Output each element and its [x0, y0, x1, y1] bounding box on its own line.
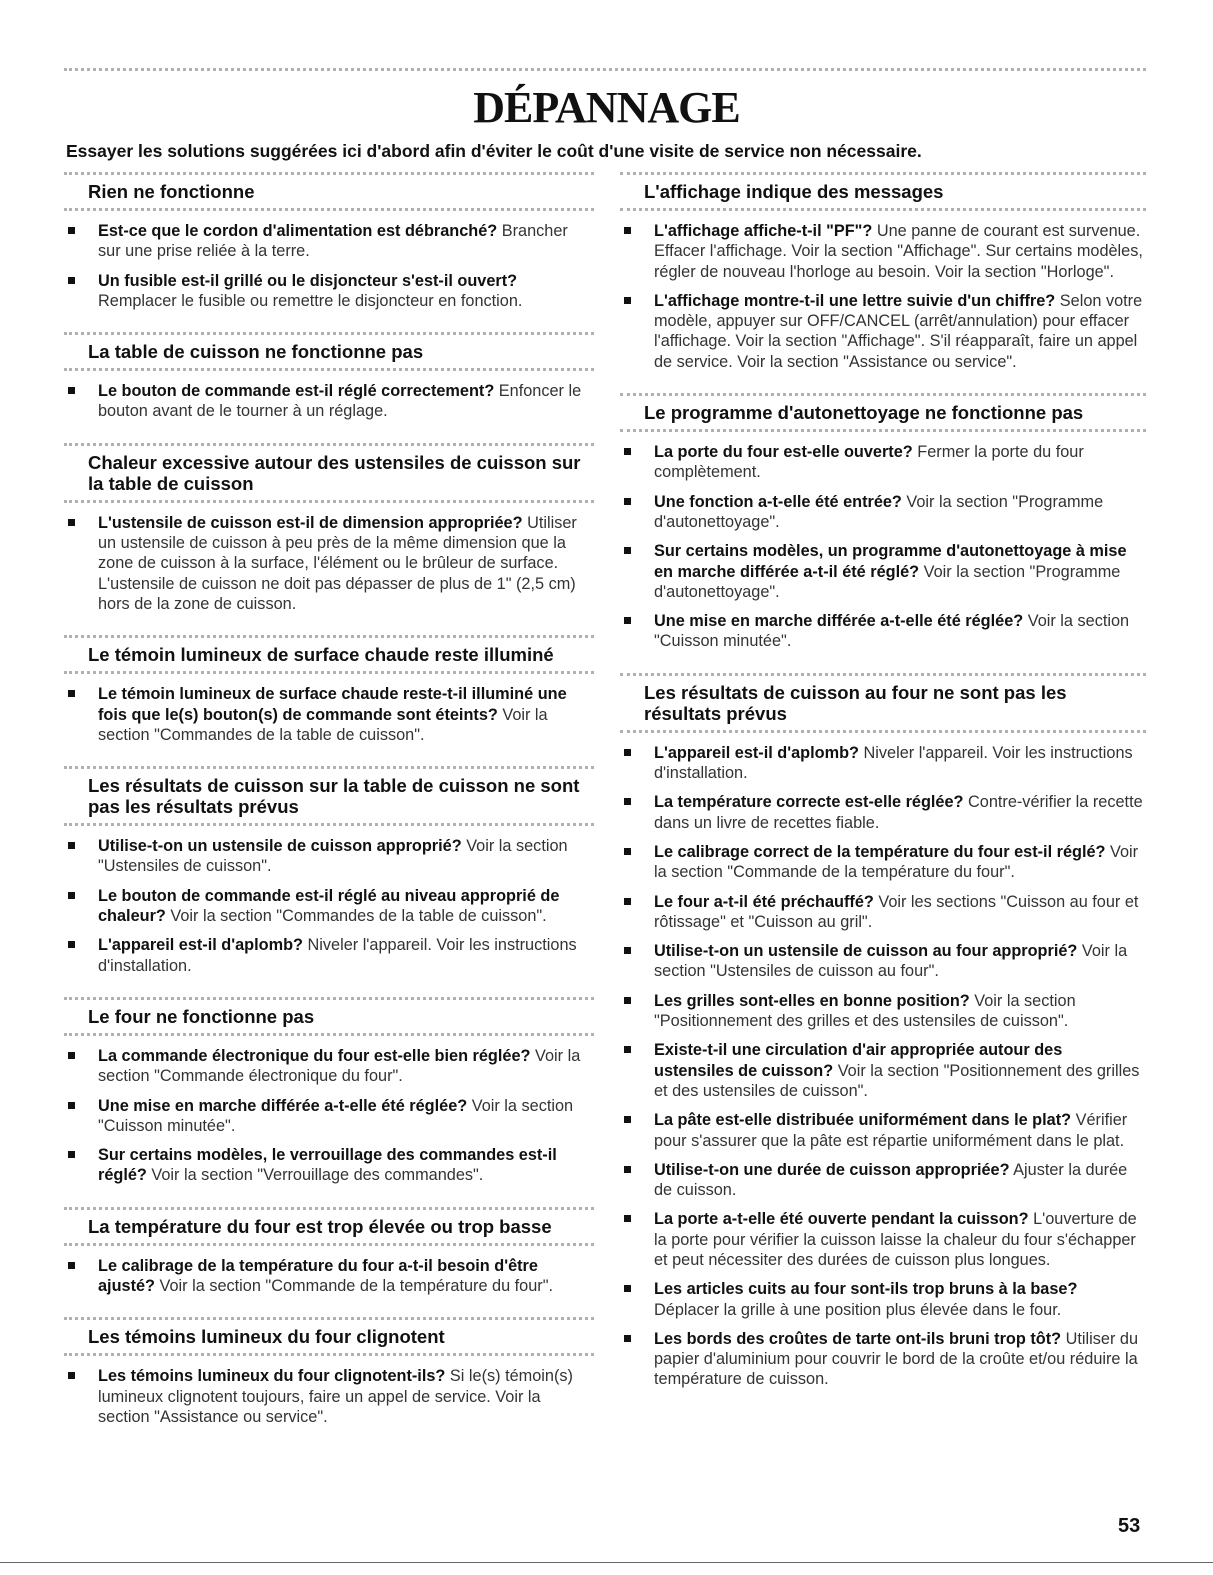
answer-text: Enfoncer le bouton avant de le tourner à un réglage. — [98, 382, 582, 421]
answer-text: Voir la section "Cuisson minutée". — [98, 1096, 574, 1135]
answer-text: Contre-vérifier la recette dans un livre de recettes fiable. — [654, 793, 1143, 832]
answer-text: Fermer la porte du four complètement. — [654, 443, 1084, 482]
answer-text: Voir la section "Commandes de la table de cuisson". — [98, 705, 548, 744]
troubleshooting-section — [64, 635, 594, 745]
question-list — [64, 211, 594, 311]
list-item — [64, 271, 594, 312]
list-item — [64, 886, 594, 927]
list-item — [620, 1110, 1146, 1151]
list-item — [620, 291, 1146, 372]
section-spacer — [64, 985, 594, 997]
list-item — [64, 381, 594, 422]
list-item — [620, 1040, 1146, 1101]
left-column — [64, 172, 594, 1436]
list-item — [620, 442, 1146, 483]
answer-text: Brancher sur une prise reliée à la terre. — [98, 222, 568, 261]
answer-text: Selon votre modèle, appuyer sur OFF/CANCEL (arrêt/annulation) pour effacer l'affichage. Voir la section "Affichage". S'il réapparaît, faire un appel de service. Voir la section "Assistance ou service". — [654, 291, 1143, 371]
question-text: Utilise-t-on un ustensile de cuisson au four approprié? — [654, 942, 1078, 961]
section-spacer — [64, 320, 594, 332]
section-heading: Les résultats de cuisson au four ne sont pas les résultats prévus — [620, 673, 1146, 733]
section-heading: La température du four est trop élevée ou trop basse — [64, 1207, 594, 1246]
question-list — [64, 1356, 594, 1427]
question-text: Un fusible est-il grillé ou le disjoncteur s'est-il ouvert? — [98, 271, 518, 290]
intro-text: Essayer les solutions suggérées ici d'abord afin d'éviter le coût d'une visite de service non nécessaire. — [66, 141, 922, 161]
answer-text: Voir la section "Ustensiles de cuisson au four". — [654, 942, 1128, 981]
question-list — [620, 211, 1146, 372]
troubleshooting-section — [64, 997, 594, 1186]
question-text: La température correcte est-elle réglée? — [654, 793, 964, 812]
section-spacer — [64, 1195, 594, 1207]
section-spacer — [64, 623, 594, 635]
question-text: Une mise en marche différée a-t-elle été réglée? — [98, 1096, 468, 1115]
question-list — [620, 432, 1146, 652]
question-list — [64, 371, 594, 422]
list-item — [620, 1279, 1146, 1320]
page-title: DÉPANNAGE — [473, 83, 740, 132]
answer-text: Vérifier pour s'assurer que la pâte est répartie uniformément dans le plat. — [654, 1111, 1128, 1150]
list-item — [620, 492, 1146, 533]
right-column — [620, 172, 1146, 1399]
answer-text: Voir les sections "Cuisson au four et rôtissage" et "Cuisson au gril". — [654, 892, 1139, 931]
list-item — [620, 1329, 1146, 1390]
question-text: Les articles cuits au four sont-ils trop bruns à la base? — [654, 1280, 1078, 1299]
answer-text: Voir la section "Verrouillage des commandes". — [151, 1166, 484, 1185]
section-heading: La table de cuisson ne fonctionne pas — [64, 332, 594, 371]
section-spacer — [620, 381, 1146, 393]
section-heading: Chaleur excessive autour des ustensiles de cuisson sur la table de cuisson — [64, 443, 594, 503]
answer-text: Niveler l'appareil. Voir les instructions d'installation. — [654, 743, 1133, 783]
section-heading: Le témoin lumineux de surface chaude reste illuminé — [64, 635, 594, 674]
list-item — [64, 1096, 594, 1137]
question-text: L'appareil est-il d'aplomb? — [654, 743, 859, 762]
section-spacer — [64, 431, 594, 443]
answer-text: Utiliser du papier d'aluminium pour couvrir le bord de la croûte et/ou réduire la température de cuisson. — [654, 1329, 1138, 1389]
question-text: Sur certains modèles, le verrouillage des commandes est-il réglé? — [98, 1146, 557, 1185]
list-item — [620, 541, 1146, 602]
answer-text: Voir la section "Commande de la température du four". — [654, 842, 1139, 882]
list-item — [64, 836, 594, 877]
question-text: L'affichage affiche-t-il "PF"? — [654, 222, 873, 240]
troubleshooting-section — [64, 1317, 594, 1427]
answer-text: Voir la section "Commande de la température du four". — [159, 1277, 554, 1296]
answer-text: Voir la section "Cuisson minutée". — [654, 612, 1130, 651]
troubleshooting-section — [620, 673, 1146, 1390]
list-item — [620, 1209, 1146, 1270]
bottom-rule — [0, 1562, 1213, 1563]
question-text: La porte du four est-elle ouverte? — [654, 443, 913, 462]
troubleshooting-section — [64, 766, 594, 976]
question-text: Est-ce que le cordon d'alimentation est débranché? — [98, 222, 498, 240]
section-spacer — [64, 754, 594, 766]
answer-text: Voir la section "Positionnement des grilles et des ustensiles de cuisson". — [654, 991, 1076, 1031]
answer-text: Ajuster la durée de cuisson. — [654, 1160, 1128, 1200]
question-text: Existe-t-il une circulation d'air appropriée autour des ustensiles de cuisson? — [654, 1041, 1063, 1080]
list-item — [620, 792, 1146, 833]
list-item — [620, 611, 1146, 652]
list-item — [64, 684, 594, 745]
section-spacer — [64, 1305, 594, 1317]
question-text: Les bords des croûtes de tarte ont-ils bruni trop tôt? — [654, 1329, 1062, 1348]
list-item — [620, 892, 1146, 933]
question-text: Le bouton de commande est-il réglé correctement? — [98, 382, 495, 401]
list-item — [620, 941, 1146, 982]
answer-text: Si le(s) témoin(s) lumineux clignotent toujours, faire un appel de service. Voir la section "Assistance ou service". — [98, 1367, 573, 1426]
list-item — [64, 221, 594, 262]
list-item — [64, 935, 594, 976]
list-item — [64, 1256, 594, 1297]
answer-text: Voir la section "Positionnement des grilles et des ustensiles de cuisson". — [654, 1061, 1140, 1100]
question-list — [64, 503, 594, 614]
question-text: Une mise en marche différée a-t-elle été réglée? — [654, 612, 1024, 631]
question-list — [64, 826, 594, 976]
list-item — [620, 991, 1146, 1032]
question-text: Le calibrage de la température du four a-t-il besoin d'être ajusté? — [98, 1256, 538, 1296]
section-heading: Le programme d'autonettoyage ne fonctionne pas — [620, 393, 1146, 432]
question-text: Sur certains modèles, un programme d'autonettoyage à mise en marche différée a-t-il été réglé? — [654, 542, 1127, 581]
question-list — [64, 674, 594, 745]
answer-text: L'ouverture de la porte pour vérifier la cuisson laisse la chaleur du four s'échapper et peut nécessiter des durées de cuisson plus longues. — [654, 1210, 1137, 1269]
list-item — [620, 743, 1146, 784]
page-number: 53 — [1118, 1515, 1141, 1537]
question-text: Les grilles sont-elles en bonne position? — [654, 991, 970, 1010]
section-heading: Le four ne fonctionne pas — [64, 997, 594, 1036]
answer-text: Utiliser un ustensile de cuisson à peu près de la même dimension que la zone de cuisson à la surface, l'élément ou le brûleur de surface. L'ustensile de cuisson ne doit pas dépasser de plus de 1" (2,5 cm) hors de la zone de cuisson. — [98, 513, 577, 613]
list-item — [64, 1145, 594, 1186]
question-text: Utilise-t-on un ustensile de cuisson approprié? — [98, 837, 462, 856]
question-text: Le témoin lumineux de surface chaude reste-t-il illuminé une fois que le(s) bouton(s) de commande sont éteints? — [98, 685, 567, 724]
section-heading: L'affichage indique des messages — [620, 172, 1146, 211]
question-text: La porte a-t-elle été ouverte pendant la cuisson? — [654, 1210, 1029, 1229]
question-list — [64, 1036, 594, 1186]
list-item — [64, 1366, 594, 1427]
list-item — [620, 1160, 1146, 1201]
question-text: Une fonction a-t-elle été entrée? — [654, 492, 902, 511]
section-heading: Rien ne fonctionne — [64, 172, 594, 211]
list-item — [64, 513, 594, 614]
section-spacer — [620, 661, 1146, 673]
question-text: La pâte est-elle distribuée uniformément dans le plat? — [654, 1111, 1072, 1130]
answer-text: Voir la section "Commandes de la table de cuisson". — [170, 907, 547, 926]
troubleshooting-section — [64, 172, 594, 311]
list-item — [64, 1046, 594, 1087]
question-text: Les témoins lumineux du four clignotent-ils? — [98, 1367, 446, 1386]
section-heading: Les résultats de cuisson sur la table de cuisson ne sont pas les résultats prévus — [64, 766, 594, 826]
question-text: Le calibrage correct de la température du four est-il réglé? — [654, 842, 1106, 861]
answer-text: Voir la section "Commande électronique du four". — [98, 1046, 581, 1086]
question-text: L'affichage montre-t-il une lettre suivie d'un chiffre? — [654, 291, 1056, 310]
answer-text: Niveler l'appareil. Voir les instructions d'installation. — [98, 936, 577, 975]
answer-text: Voir la section "Programme d'autonettoyage". — [654, 562, 1121, 601]
answer-text: Une panne de courant est survenue. Effacer l'affichage. Voir la section "Affichage". Sur certains modèles, régler de nouveau l'horloge au besoin. Voir la section "Horloge". — [654, 222, 1143, 281]
question-text: L'appareil est-il d'aplomb? — [98, 936, 303, 955]
answer-text: Voir la section "Ustensiles de cuisson". — [98, 837, 568, 876]
troubleshooting-section — [64, 1207, 594, 1297]
list-item — [620, 221, 1146, 282]
top-dotted-rule — [64, 68, 1146, 71]
answer-text: Voir la section "Programme d'autonettoyage". — [654, 492, 1104, 531]
question-text: Utilise-t-on une durée de cuisson appropriée? — [654, 1160, 1010, 1179]
question-text: La commande électronique du four est-elle bien réglée? — [98, 1046, 531, 1065]
troubleshooting-section — [64, 443, 594, 614]
question-list — [620, 733, 1146, 1390]
troubleshooting-section — [620, 172, 1146, 372]
answer-text: Déplacer la grille à une position plus élevée dans le four. — [654, 1300, 1062, 1319]
question-text: Le four a-t-il été préchauffé? — [654, 892, 874, 911]
answer-text: Remplacer le fusible ou remettre le disjoncteur en fonction. — [98, 291, 523, 310]
troubleshooting-section — [620, 393, 1146, 652]
list-item — [620, 842, 1146, 883]
question-list — [64, 1246, 594, 1297]
section-heading: Les témoins lumineux du four clignotent — [64, 1317, 594, 1356]
question-text: L'ustensile de cuisson est-il de dimension appropriée? — [98, 513, 523, 532]
troubleshooting-section — [64, 332, 594, 422]
question-text: Le bouton de commande est-il réglé au niveau approprié de chaleur? — [98, 886, 560, 926]
